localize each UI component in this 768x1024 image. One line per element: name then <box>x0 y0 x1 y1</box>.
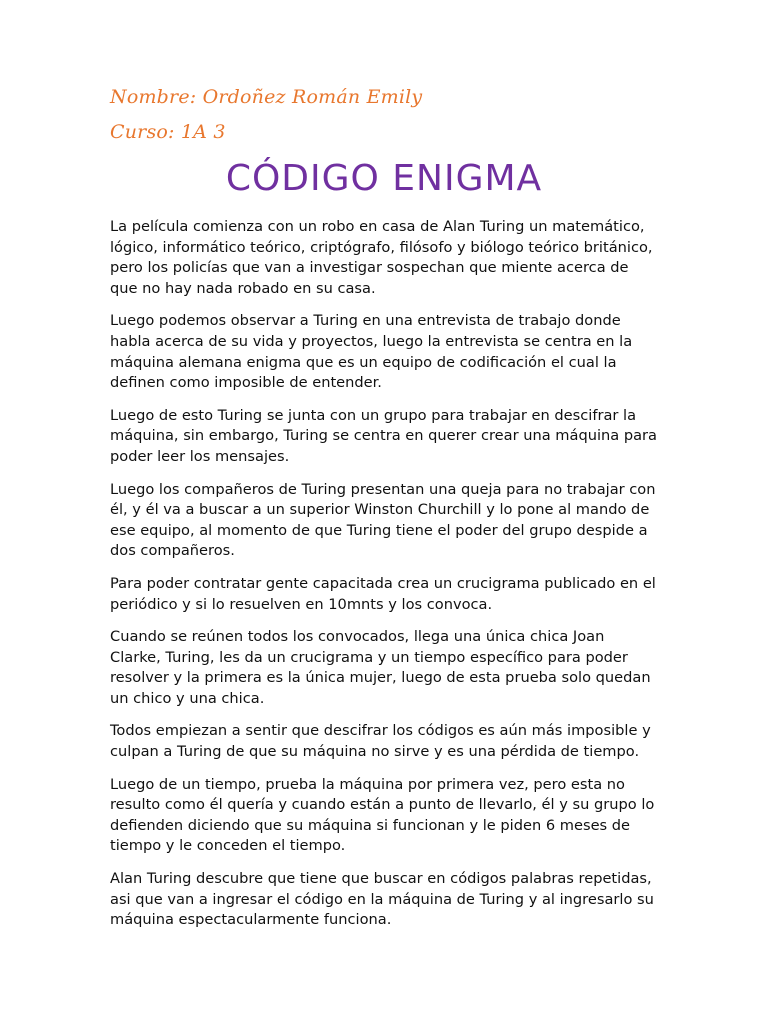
paragraph: Alan Turing descubre que tiene que buscar en códigos palabras repetidas, asi que van a ingresar el código en la máquina de Turing y al ingresarlo su máquina espectacularmente funciona. <box>110 870 654 929</box>
student-name: Nombre: Ordoñez Román Emily <box>110 86 423 108</box>
paragraph: La película comienza con un robo en casa de Alan Turing un matemático, lógico, informático teórico, criptógrafo, filósofo y biólogo teórico británico, pero los policías que van a investigar sospechan que miente acerca de que no hay nada robado en su casa. <box>110 218 653 297</box>
paragraph: Todos empiezan a sentir que descifrar los códigos es aún más imposible y culpan a Turing de que su máquina no sirve y es una pérdida de tiempo. <box>110 722 651 761</box>
paragraph: Luego de esto Turing se junta con un grupo para trabajar en descifrar la máquina, sin embargo, Turing se centra en querer crear una máquina para poder leer los mensajes. <box>110 406 657 465</box>
paragraph: Cuando se reúnen todos los convocados, llega una única chica Joan Clarke, Turing, les da un crucigrama y un tiempo específico para poder resolver y la primera es la única mujer, luego de esta prueba solo quedan un chico y una chica. <box>110 628 651 707</box>
document-title: CÓDIGO ENIGMA <box>225 158 543 199</box>
paragraph: Para poder contratar gente capacitada crea un crucigrama publicado en el periódico y si lo resuelven en 10mnts y los convoca. <box>110 574 656 613</box>
paragraph: Luego de un tiempo, prueba la máquina por primera vez, pero esta no resulto como él quería y cuando están a punto de llevarlo, él y su grupo lo defienden diciendo que su máquina si funcionan y le piden 6 meses de tiempo y le conceden el tiempo. <box>110 775 655 855</box>
document-body <box>110 217 658 943</box>
paragraph: Luego podemos observar a Turing en una entrevista de trabajo donde habla acerca de su vida y proyectos, luego la entrevista se centra en la máquina alemana enigma que es un equipo de codificación el cual la definen como imposible de entender. <box>110 312 633 392</box>
course-line: Curso: 1A 3 <box>110 121 226 143</box>
paragraph: Luego los compañeros de Turing presentan una queja para no trabajar con él, y él va a buscar a un superior Winston Churchill y lo pone al mando de ese equipo, al momento de que Turing tiene el poder del grupo despide a dos compañeros. <box>110 480 656 560</box>
